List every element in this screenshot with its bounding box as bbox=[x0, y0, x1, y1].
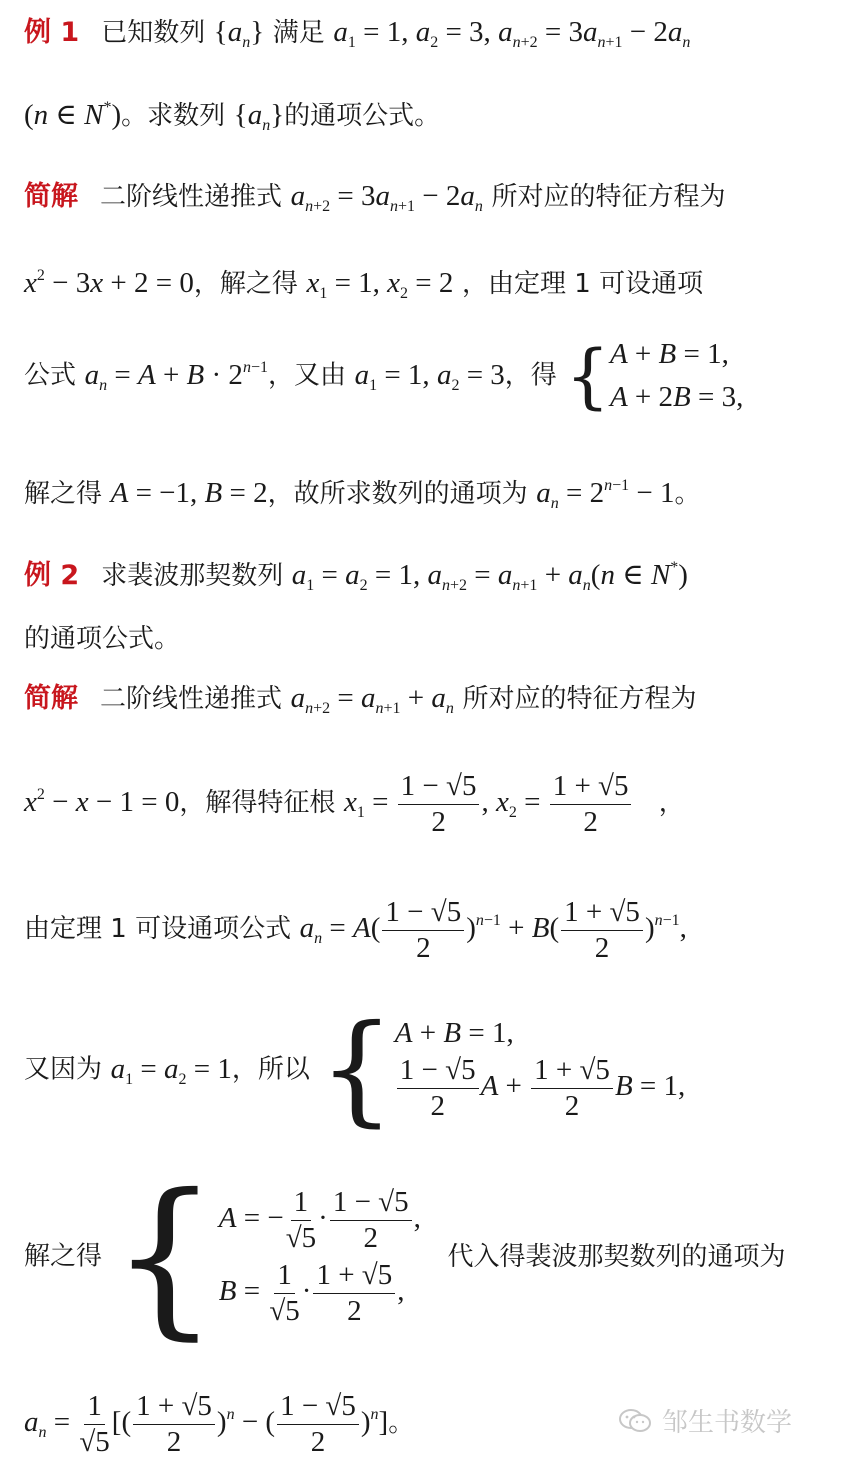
equation-system-2: { A + B = 1, $\frac{1 - √5}{2}$ A + $\frac{1 + √5}{2}$ B = 1, bbox=[318, 1000, 686, 1139]
equation-system-3: { A = − $\frac{1}{√5}$ · $\frac{1 - √5}{2}$ , B = $\frac{1}{√5}$ · $\frac{1 + √5}{2}$ , bbox=[110, 1158, 421, 1356]
solution-2-line-2: $x^2 - x - 1 = 0$，解得特征根 $x_1$ = $\frac{1 - √5}{2}$ , $x_2$ = $\frac{1 + √5}{2}$ ， bbox=[24, 770, 685, 838]
solution-2-line-3: 由定理 1 可设通项公式 $a_n = A$( $\frac{1 - √5}{2}$ )$^{n-1}$ + B( $\frac{1 + √5}{2}$ )$^{n-1}$, bbox=[24, 896, 687, 964]
math-recurrence: $a_1 = 1$, $a_2 = 3$, $a_{n+2} = 3a_{n+1} - 2a_n$ bbox=[333, 16, 691, 51]
watermark-text: 邹生书数学 bbox=[662, 1408, 793, 1438]
solution-2-line-4: 又因为 $a_1 = a_2 = 1$，所以 { A + B = 1, $\frac{1 - √5}{2}$ A + $\frac{1 + √5}{2}$ B = 1, bbox=[24, 1000, 686, 1139]
example-2-label: 例 2 bbox=[24, 560, 80, 591]
wechat-icon bbox=[618, 1408, 652, 1434]
example-1-label: 例 1 bbox=[24, 17, 80, 48]
watermark bbox=[618, 1402, 792, 1439]
example-1-statement-line-2: (n ∈ N*)。求数列 $\{a_n\}$的通项公式。 bbox=[24, 99, 441, 134]
solution-1-line-1: 简解 二阶线性递推式 $a_{n+2} = 3a_{n+1} - 2a_n$ 所对应的特征方程为 bbox=[24, 180, 726, 215]
equation-system-1: { A + B = 1, A + 2B = 3, bbox=[565, 335, 744, 417]
example-2-statement-line-1: 例 2 求裴波那契数列 $a_1 = a_2 = 1$, $a_{n+2} = a_{n+1} + a_n(n$ ∈ N*) bbox=[24, 559, 688, 594]
solution-1-line-2: $x^2 - 3x + 2 = 0$，解之得 $x_1 = 1$, $x_2 = 2$ ，由定理 1 可设通项 bbox=[24, 267, 704, 302]
solution-1-line-4: 解之得 A = −1, B = 2，故所求数列的通项为 $a_n = 2^{n-1} - 1$。 bbox=[24, 477, 701, 512]
solution-2-line-1: 简解 二阶线性递推式 $a_{n+2} = a_{n+1} + a_n$ 所对应的特征方程为 bbox=[24, 682, 697, 717]
solution-2-label: 简解 bbox=[24, 683, 78, 714]
example-1-statement-line-1: 例 1 已知数列 $\{a_n\}$ 满足 $a_1 = 1$, $a_2 = 3$, $a_{n+2} = 3a_{n+1} - 2a_n$ bbox=[24, 16, 691, 51]
solution-1-label: 简解 bbox=[24, 181, 78, 212]
solution-1-line-3: 公式 $a_n = A + B \cdot 2^{n-1}$，又由 $a_1 = 1$, $a_2 = 3$，得 { A + B = 1, A + 2B = 3, bbox=[24, 335, 744, 417]
solution-2-line-5: 解之得 { A = − $\frac{1}{√5}$ · $\frac{1 - √5}{2}$ , B = $\frac{1}{√5}$ · $\frac{1 + √5}{2}$ , 代入得裴波那契数列的通项为 bbox=[24, 1158, 786, 1356]
solution-2-line-6: $a_n$ = $\frac{1}{√5}$ [( $\frac{1 + √5}{2}$ )$^n$ − ( $\frac{1 - √5}{2}$ )$^n$]。 bbox=[24, 1390, 415, 1458]
math-sequence: $\{a_n\}$ bbox=[213, 16, 265, 51]
example-2-statement-line-2: 的通项公式。 bbox=[24, 624, 181, 654]
